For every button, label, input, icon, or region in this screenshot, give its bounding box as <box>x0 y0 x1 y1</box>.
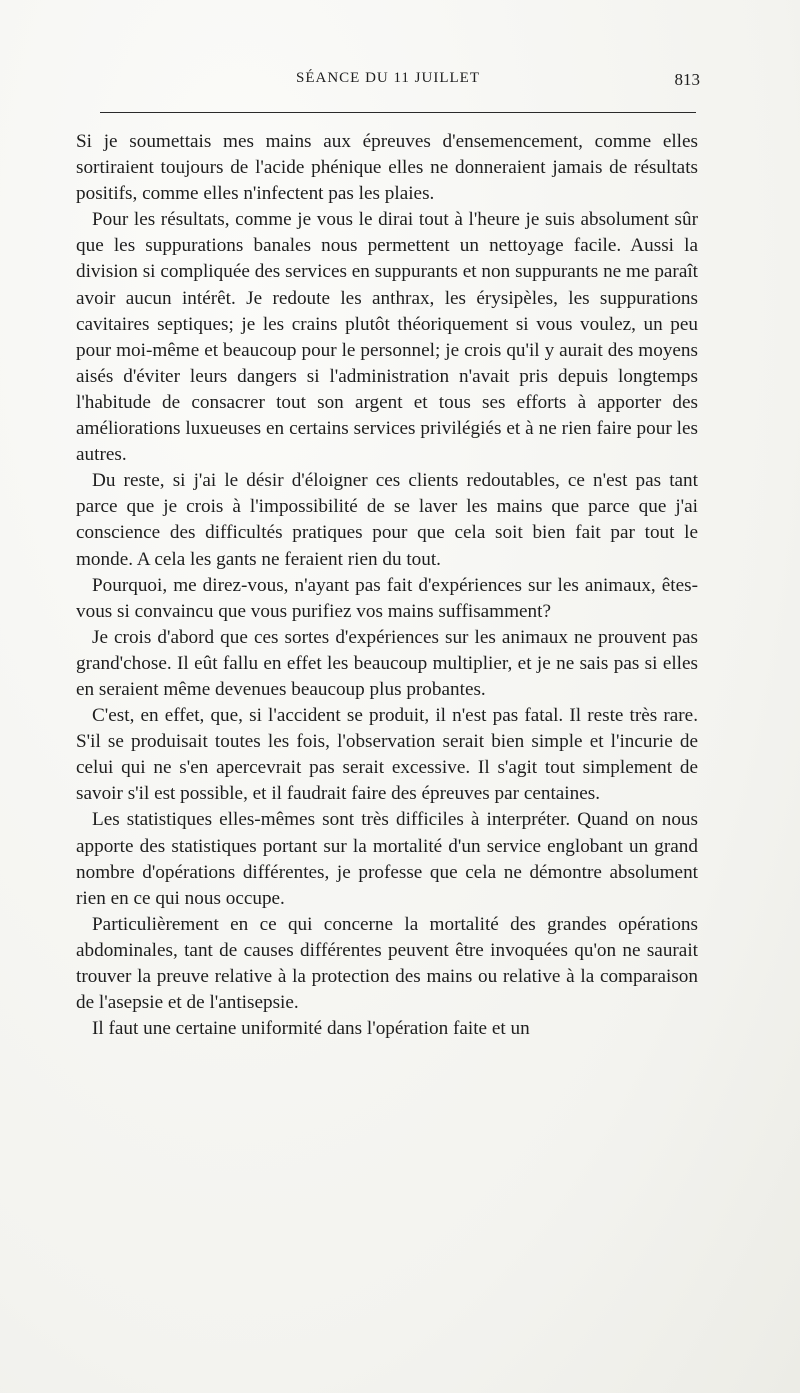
header-rule <box>100 112 696 113</box>
page-header <box>76 70 700 94</box>
paragraph-9: Il faut une certaine uniformité dans l'opération faite et un <box>92 1018 530 1040</box>
paragraph-8: Particulièrement en ce qui concerne la mortalité des grandes opérations abdominales, tant de causes différentes peuvent être invoquées qu'on ne saurait trouver la preuve relative à la protection des mains ou relative à la comparaison de l'asepsie et de l'antisepsie. <box>76 913 698 1014</box>
paragraph-2: Pour les résultats, comme je vous le dirai tout à l'heure je suis absolument sûr que les suppurations banales nous permettent un nettoyage facile. Aussi la division si compliquée des services en suppurants et non suppurants ne me paraît avoir aucun intérêt. Je redoute les anthrax, les érysipèles, les suppurations cavitaires septiques; je les crains plutôt théoriquement si vous voulez, un peu pour moi-même et beaucoup pour le personnel; je crois qu'il y aurait des moyens aisés d'éviter leurs dangers si l'administration n'avait pris depuis longtemps l'habitude de consacrer tout son argent et tous ses efforts à apporter des améliorations luxueuses en certains services privilégiés et à ne rien faire pour les autres. <box>76 209 698 466</box>
running-title: SÉANCE DU 11 JUILLET <box>295 70 480 86</box>
paragraph-3: Du reste, si j'ai le désir d'éloigner ces clients redoutables, ce n'est pas tant parce que je crois à l'impossibilité de se laver les mains que parce que j'ai conscience des difficultés pratiques pour que cela soit bien fait par tout le monde. A cela les gants ne feraient rien du tout. <box>76 470 698 570</box>
paragraph-7: Les statistiques elles-mêmes sont très difficiles à interpréter. Quand on nous apporte des statistiques portant sur la mortalité d'un service englobant un grand nombre d'opérations différentes, je professe que cela ne démontre absolument rien en ce qui nous occupe. <box>76 809 698 909</box>
paragraph-6: C'est, en effet, que, si l'accident se produit, il n'est pas fatal. Il reste très rare. S'il se produisait toutes les fois, l'observation serait bien simple et l'incurie de celui qui ne s'en apercevrait pas serait excessive. Il s'agit tout simplement de savoir s'il est possible, et il faudrait faire des épreuves par centaines. <box>76 705 698 805</box>
body-text <box>76 129 698 1042</box>
page-number: 813 <box>674 70 700 89</box>
paragraph-4: Pourquoi, me direz-vous, n'ayant pas fait d'expériences sur les animaux, êtes-vous si convaincu que vous purifiez vos mains suffisamment? <box>76 574 698 622</box>
paragraph-5: Je crois d'abord que ces sortes d'expériences sur les animaux ne prouvent pas grand'chose. Il eût fallu en effet les beaucoup multiplier, et je ne sais pas si elles en seraient même devenues beaucoup plus probantes. <box>76 626 698 700</box>
paragraph-1: Si je soumettais mes mains aux épreuves d'ensemencement, comme elles sortiraient toujours de l'acide phénique elles ne donneraient jamais de résultats positifs, comme elles n'infectent pas les plaies. <box>76 131 698 205</box>
